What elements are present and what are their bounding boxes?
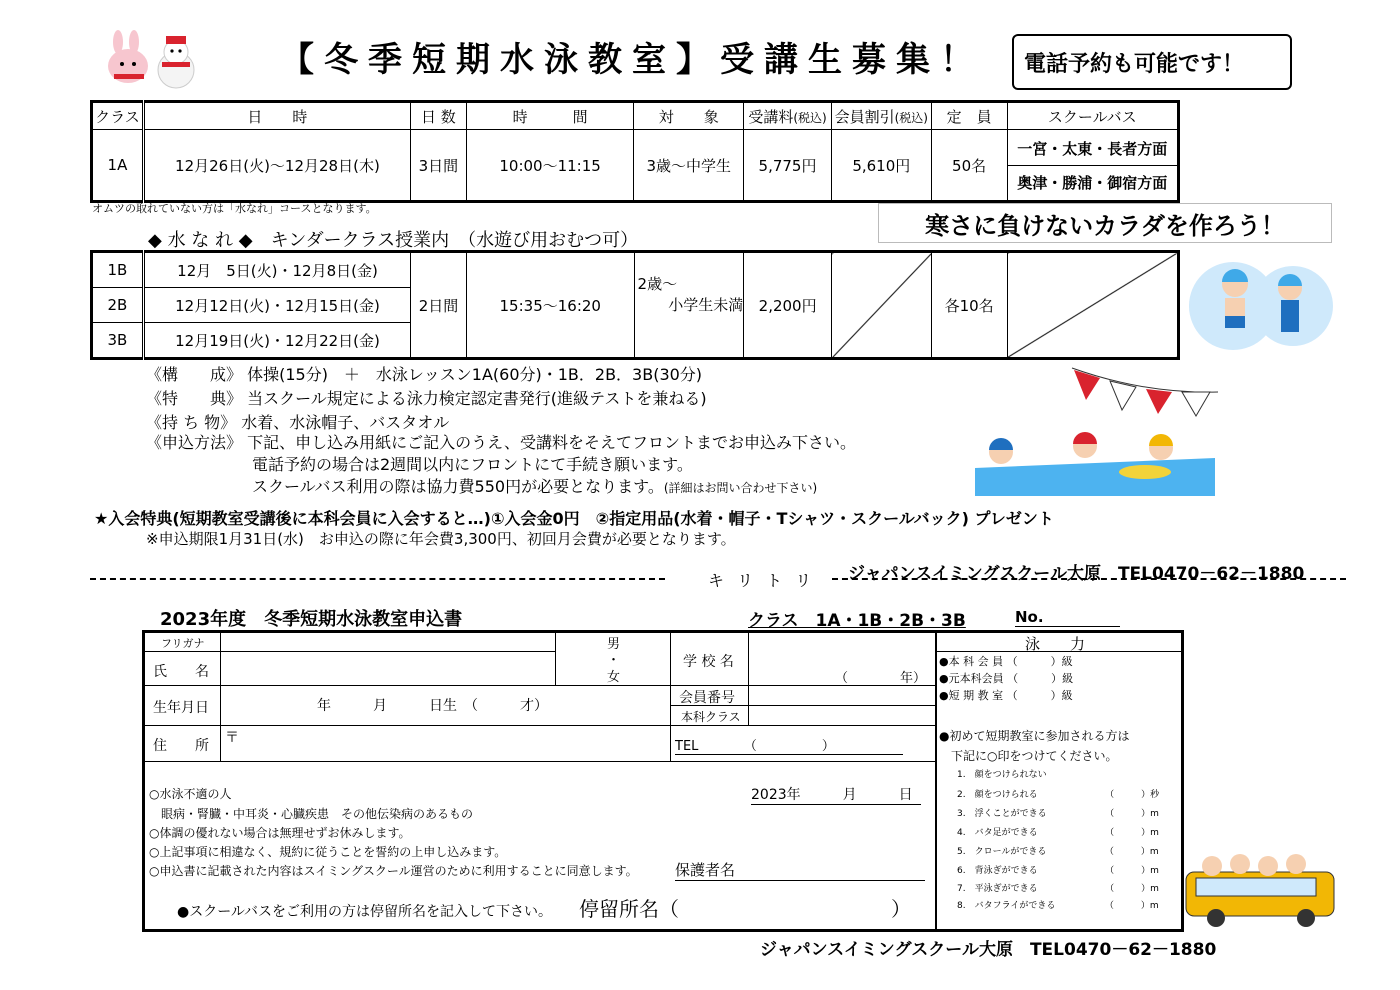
date-1a: 12月26日(火)～12月28日(木) [143,130,410,202]
bunting-flags-icon [1070,364,1220,424]
header-fee: 受講料(税込) [744,102,832,130]
mizunare-table [90,250,1180,360]
swim-item-2[interactable]: 2. 顔をつけられる （ ）秒 [957,790,1160,800]
form-title: 2023年度 冬季短期水泳教室申込書 [160,609,463,630]
header-capacity: 定 員 [931,102,1007,130]
member-no-label: 会員番号 [679,690,735,706]
main-class-table [90,100,1180,203]
guardian-name[interactable]: 保護者名 [675,859,925,881]
capacity-b: 各10名 [931,252,1007,359]
school-grade[interactable]: （ 年） [835,671,927,686]
info-moushikomi-3 [252,474,817,497]
class-1b: 1B [92,252,144,288]
sex-female[interactable]: 女 [607,670,621,685]
membership-benefit: ★入会特典(短期教室受講後に本科会員に入会すると…)①入会金0円 ②指定用品(水着・帽子・Tシャツ・スクールバック) プレゼント [94,509,1054,528]
swim-item-7[interactable]: 7. 平泳ぎができる （ ）m [957,884,1159,894]
note-0: ○水泳不適の人 [149,787,232,801]
first-time-note-2: 下記に○印をつけてください。 [951,749,1118,763]
bus-routes [1007,130,1179,202]
form-date[interactable]: 2023年 月 日 [751,784,921,805]
school-label: 学 校 名 [683,654,734,670]
fee-1a: 5,775円 [744,130,832,202]
header-days: 日 数 [410,102,466,130]
page-title: 【冬季短期水泳教室】受講生募集！ [280,40,984,80]
cut-label: キ リ ト リ [708,571,816,590]
birthday-label: 生年月日 [153,700,209,716]
info-moushikomi-2: 電話予約の場合は2週間以内にフロントにて手続き願います。 [252,455,693,474]
time-1a: 10:00～11:15 [466,130,634,202]
deadline-note: ※申込期限1月31日(水) お申込の際に年会費3,300円、初回月会費が必要となります。 [146,530,736,548]
bus-fee-note: スクールバス利用の際は協力費550円が必要となります。 [252,477,664,496]
furigana-label: フリガナ [161,637,205,650]
school-contact-top: ジャパンスイミングスクール大原 TEL0470－62－1880 [848,564,1305,584]
swim-heading: 泳 力 [1025,635,1086,653]
bus-stop-note: ●スクールバスをご利用の方は停留所名を記入して下さい。 [177,904,552,920]
swim-item-5[interactable]: 5. クロールができる （ ）m [957,847,1159,857]
sex-dot: ・ [607,653,621,668]
date-1b: 12月 5日(火)・12月8日(金) [143,252,410,288]
days-1a: 3日間 [410,130,466,202]
bus-stop-input[interactable]: 停留所名（ [579,897,679,921]
name-label: 氏 名 [153,664,209,680]
application-form [142,630,1184,932]
mizunare-heading: ◆ 水 な れ ◆ キンダークラス授業内 （水遊び用おむつ可） [148,230,639,251]
date-2b: 12月12日(火)・12月15日(金) [143,288,410,323]
swim-member-2[interactable]: ●短 期 教 室 （ ）級 [939,689,1073,702]
form-class-options: クラス 1A・1B・2B・3B [748,611,966,631]
slogan-banner: 寒さに負けないカラダを作ろう！ [878,203,1332,243]
class-3b: 3B [92,323,144,359]
bunny-snowman-icon [100,30,210,90]
swim-item-3[interactable]: 3. 浮くことができる （ ）m [957,809,1159,819]
swim-item-6[interactable]: 6. 背泳ぎができる （ ）m [957,866,1159,876]
date-3b: 12月19日(火)・12月22日(金) [143,323,410,359]
class-2b: 2B [92,288,144,323]
address-label: 住 所 [153,738,209,754]
header-bus: スクールバス [1007,102,1179,130]
bus-b-empty [1007,252,1178,359]
name-input[interactable] [223,653,553,683]
school-bus-icon [1182,842,1338,932]
swim-item-1[interactable]: 1. 顔をつけられない [957,770,1047,780]
cut-line-right [832,578,1346,580]
class-1a: 1A [92,130,144,202]
member-fee-1a: 5,610円 [831,130,931,202]
capacity-1a: 50名 [931,130,1007,202]
target-b [634,252,744,359]
swim-member-1[interactable]: ●元本科会員 （ ）級 [939,672,1074,685]
header-member-fee: 会員割引(税込) [831,102,931,130]
header-time: 時 間 [466,102,634,130]
postal-mark: 〒 [225,730,239,746]
target-b-line2: 小学生未満 [668,296,744,314]
days-b: 2日間 [411,252,467,359]
tel-input[interactable]: TEL （ ） [675,735,903,755]
note-2: ○体調の優れない場合は無理せずお休みします。 [149,826,411,840]
birthday-input[interactable]: 年 月 日生 （ 才） [317,698,548,714]
pool-kids-icon [975,428,1215,496]
info-mochimono: 《持 ち 物》 水着、水泳帽子、バスタオル [146,413,450,432]
diaper-note: オムツの取れていない方は「水なれ」コースとなります。 [92,202,377,215]
bus-route-1: 一宮・太東・長者方面 [1008,132,1178,166]
fee-b: 2,200円 [744,252,832,359]
sex-male[interactable]: 男 [607,637,621,652]
bus-fee-detail: (詳細はお問い合わせ下さい) [663,481,818,495]
note-1: 眼病・腎臓・中耳炎・心臓疾患 その他伝染病のあるもの [149,807,474,821]
swimmer-kids-icon [1185,250,1335,362]
cut-line-left [90,578,665,580]
first-time-note: ●初めて短期教室に参加される方は [939,729,1130,743]
note-4: ○申込書に記載された内容はスイミングスクール運営のために利用することに同意します。 [149,864,638,878]
header-target: 対 象 [634,102,744,130]
phone-reservation-note: 電話予約も可能です！ [1012,34,1292,90]
target-1a: 3歳～中学生 [634,130,744,202]
target-b-line1: 2歳～ [637,275,678,293]
member-fee-b-empty [832,252,932,359]
time-b: 15:35～16:20 [466,252,634,359]
header-datetime: 日 時 [143,102,410,130]
swim-item-8[interactable]: 8. バタフライができる （ ）m [957,901,1159,911]
swim-item-4[interactable]: 4. バタ足ができる （ ）m [957,828,1159,838]
form-no [1015,608,1120,627]
swim-member-0[interactable]: ●本 科 会 員 （ ）級 [939,655,1073,668]
info-tokuten: 《特 典》 当スクール規定による泳力検定認定書発行(進級テストを兼ねる) [146,389,707,408]
header-class: クラス [92,102,144,130]
school-contact-bottom: ジャパンスイミングスクール大原 TEL0470－62－1880 [760,940,1217,960]
bus-stop-close: ） [891,897,911,921]
note-3: ○上記事項に相違なく、規約に従うことを誓約の上申し込みます。 [149,845,507,859]
info-moushikomi-1: 《申込方法》 下記、申し込み用紙にご記入のうえ、受講料をそえてフロントまでお申込み下さい。 [146,433,857,452]
info-kousei: 《構 成》 体操(15分) ＋ 水泳レッスン1A(60分)・1B．2B．3B(30分) [146,365,703,384]
bus-route-2: 奥津・勝浦・御宿方面 [1017,173,1168,192]
honka-class-label: 本科クラス [681,710,741,724]
form-no-label: No. [1015,608,1044,626]
